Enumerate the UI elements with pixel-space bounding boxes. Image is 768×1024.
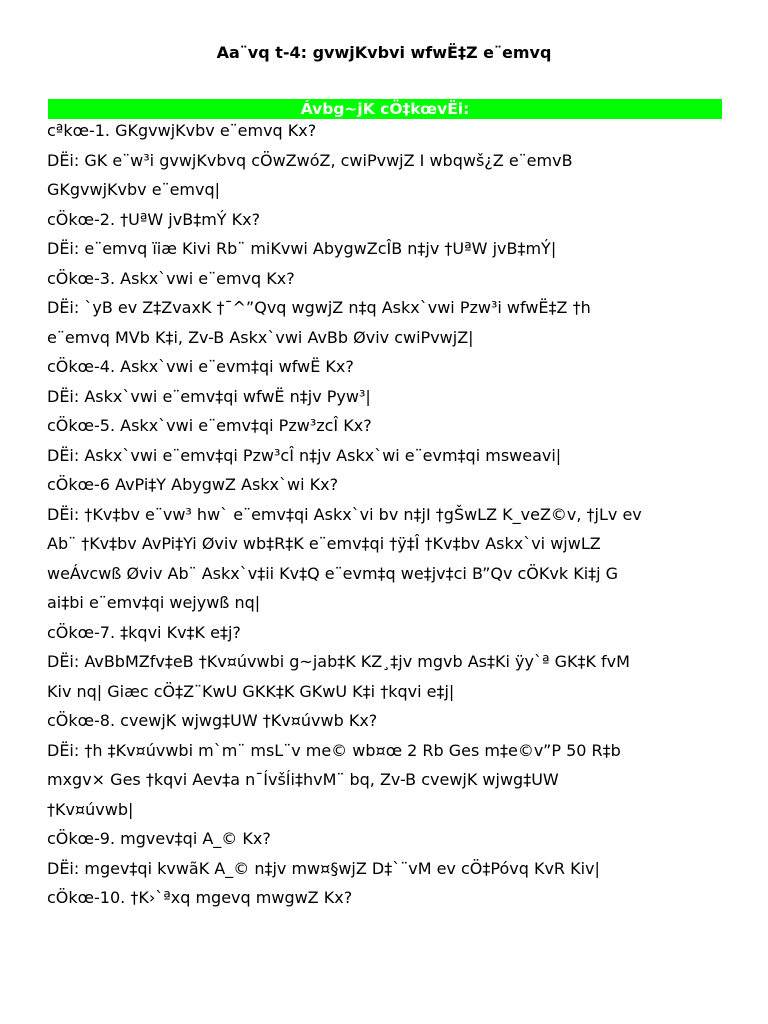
text-line: cÖkœ-3. Askx`vwi e¨emvq Kx? [47, 268, 295, 288]
text-line: cÖkœ-5. Askx`vwi e¨emv‡qi Pzw³zcÎ Kx? [47, 416, 372, 435]
text-line: DËi: e¨emvq ïiæ Kivi Rb¨ miKvwi AbygwZcÎB n‡jv †UªW jvB‡mÝ| [47, 239, 557, 258]
text-line: e¨emvq MVb K‡i, Zv-B Askx`vwi AvBb Øviv cwiPvwjZ| [47, 327, 474, 347]
text-line: cÖkœ-8. cvewjK wjwg‡UW †Kv¤úvwb Kx? [47, 711, 378, 730]
text-line: cÖkœ-10. †K›`ªxq mgevq mwgwZ Kx? [47, 888, 353, 907]
text-line: cÖkœ-7. ‡kqvi Kv‡K e‡j? [47, 622, 241, 642]
text-line: DËi: Askx`vwi e¨emv‡qi wfwË n‡jv Pyw³| [47, 386, 371, 406]
text-line: cÖkœ-4. Askx`vwi e¨evm‡qi wfwË Kx? [47, 357, 354, 376]
text-line: Ab¨ †Kv‡bv AvPi‡Yi Øviv wb‡R‡K e¨emv‡qi †ÿ‡Î †Kv‡bv Askx`vi wjwLZ [47, 534, 601, 553]
text-line: weÁvcwß Øviv Ab¨ Askx`v‡ii Kv‡Q e¨evm‡q we‡jv‡ci B”Qv cÖKvk Ki‡j G [47, 563, 619, 583]
text-line: DËi: mgev‡qi kvwãK A_© n‡jv mw¤§wjZ D‡`¨vM ev cÖ‡Póvq KvR Kiv| [47, 858, 600, 878]
text-line: cÖkœ-6 AvPi‡Y AbygwZ Askx`wi Kx? [47, 475, 339, 494]
text-line: cÖkœ-2. †UªW jvB‡mÝ Kx? [47, 209, 261, 229]
text-line: ai‡bi e¨emv‡qi wejywß nq| [47, 593, 261, 612]
text-line: DËi: GK e¨w³i gvwjKvbvq cÖwZwóZ, cwiPvwjZ I wbqwš¿Z e¨emvB [47, 150, 573, 170]
section-header: Ávbg~jK cÖ‡kœvËi: [48, 99, 722, 119]
qa-content [47, 116, 737, 913]
text-line: DËi: †Kv‡bv e¨vw³ hw` e¨emv‡qi Askx`vi bv n‡jI †gŠwLZ K_veZ©v, †jLv ev [47, 504, 642, 524]
text-line: †Kv¤úvwb| [47, 799, 134, 819]
text-line: Kiv nq| Giæc cÖ‡Z¨KwU GKK‡K GKwU K‡i †kqvi e‡j| [47, 681, 455, 701]
text-line: mxgv× Ges †kqvi Aev‡a n¯ÍvšÍi‡hvM¨ bq, Zv-B cvewjK wjwg‡UW [47, 770, 559, 789]
text-line: cÖkœ-9. mgvev‡qi A_© Kx? [47, 829, 271, 848]
text-line: DËi: Askx`vwi e¨emv‡qi Pzw³cÎ n‡jv Askx`wi e¨evm‡qi msweavi| [47, 445, 562, 465]
text-line: DËi: †h ‡Kv¤úvwbi m`m¨ msL¨v me© wb¤œ 2 Rb Ges m‡e©v”P 50 R‡b [47, 740, 621, 760]
text-line: DËi: `yB ev Z‡ZvaxK †¯^”Qvq wgwjZ n‡q Askx`vwi Pzw³i wfwË‡Z †h [47, 298, 591, 317]
chapter-title: Aa¨vq t-4: gvwjKvbvi wfwË‡Z e¨emvq [216, 43, 552, 62]
text-line: DËi: AvBbMZfv‡eB †Kv¤úvwbi g~jab‡K KZ¸‡jv mgvb As‡Ki ÿy`ª GK‡K fvM [47, 652, 630, 671]
text-line: cªkœ-1. GKgvwjKvbv e¨emvq Kx? [47, 121, 317, 140]
text-line: GKgvwjKvbv e¨emvq| [47, 180, 221, 199]
